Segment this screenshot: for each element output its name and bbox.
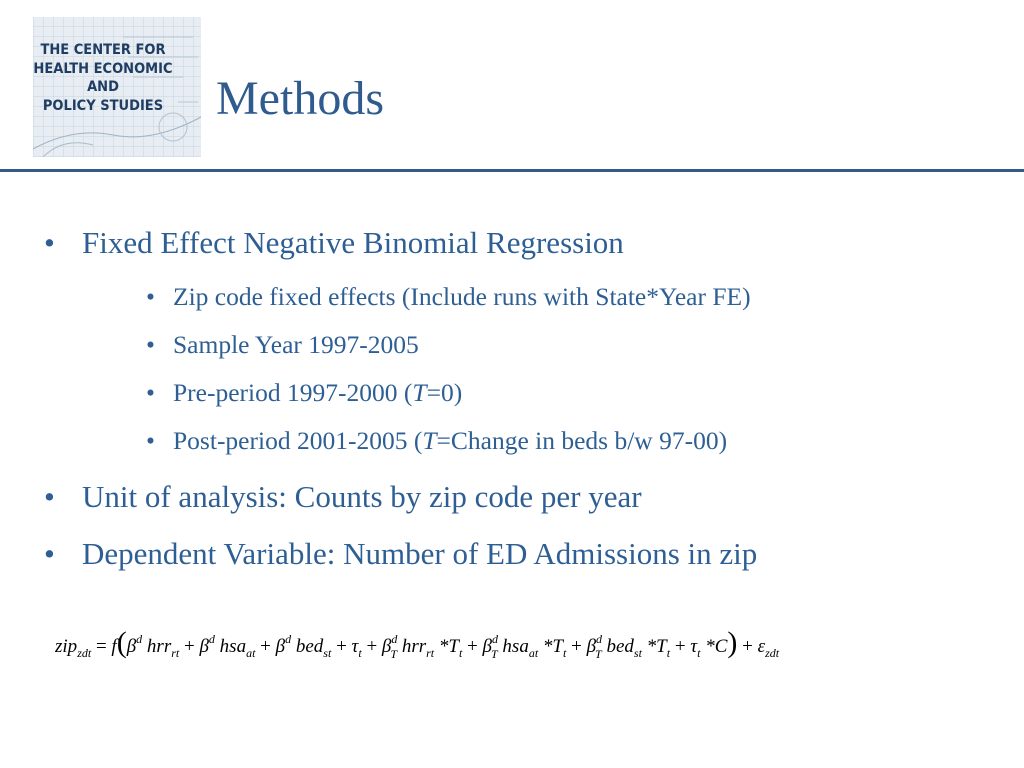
sub-bullet-italic: T xyxy=(422,426,437,455)
equation-subscript: T xyxy=(390,647,398,661)
equation-function: f xyxy=(111,636,117,657)
sub-bullet-text-end: =0) xyxy=(426,378,463,407)
equation-variable: hrr xyxy=(397,636,427,657)
equation-operator: + xyxy=(331,636,352,657)
equation-interaction: *T xyxy=(538,636,563,657)
sub-bullet-text: Sample Year 1997-2005 xyxy=(173,330,419,359)
sub-bullet-text: Post-period 2001-2005 ( xyxy=(173,426,423,455)
equation-subscript: st xyxy=(323,646,332,660)
bullet-text: Fixed Effect Negative Binomial Regression xyxy=(82,225,624,260)
equation-subscript: at xyxy=(246,646,256,660)
equation-subscript: T xyxy=(595,647,602,661)
bullet-item xyxy=(44,479,642,515)
bullet-dot: • xyxy=(146,282,155,311)
sub-bullet-text: Zip code fixed effects (Include runs with State*Year FE) xyxy=(173,282,751,311)
bullet-text: Dependent Variable: Number of ED Admissions in zip xyxy=(82,536,758,571)
bullet-dot: • xyxy=(146,426,155,455)
equation-subscript: t xyxy=(358,646,362,660)
equation-subscript: t xyxy=(666,646,671,660)
equation-subscript: t xyxy=(458,646,463,660)
bullet-text: Unit of analysis: Counts by zip code per year xyxy=(82,479,642,514)
equation-subscript: at xyxy=(528,646,539,660)
equation-subscript: st xyxy=(633,646,642,660)
logo-line-3: AND xyxy=(87,79,119,95)
equation-coefficient: β xyxy=(126,636,137,657)
equation-variable: bed xyxy=(291,636,324,657)
equation-equals: = xyxy=(91,636,112,657)
equation-subscript: t xyxy=(563,646,567,660)
equation-coefficient: τ xyxy=(690,636,698,657)
sub-bullet-item xyxy=(146,282,751,312)
sub-bullet-italic: T xyxy=(412,378,427,407)
bullet-dot: • xyxy=(44,479,55,514)
equation-variable: bed xyxy=(601,636,634,657)
equation-subscript: rt xyxy=(426,646,435,660)
equation-coefficient: β xyxy=(586,636,597,657)
logo-text xyxy=(33,41,173,115)
logo-line-1: THE CENTER FOR xyxy=(40,42,166,58)
sub-bullet-item xyxy=(146,330,419,360)
sub-bullet-text-end: =Change in beds b/w 97-00) xyxy=(436,426,728,455)
equation-operator: + xyxy=(462,636,483,657)
equation-superscript: d xyxy=(208,632,215,646)
equation-superscript: d xyxy=(391,632,398,646)
sub-bullet-item xyxy=(146,426,727,456)
sub-bullet-item xyxy=(146,378,462,408)
bullet-dot: • xyxy=(44,536,55,571)
sub-bullet-text: Pre-period 1997-2000 ( xyxy=(173,378,413,407)
equation-text xyxy=(55,626,780,661)
equation-error-term: ε xyxy=(757,636,766,657)
bullet-dot: • xyxy=(146,378,155,407)
bullet-dot: • xyxy=(44,225,55,260)
equation-subscript: zdt xyxy=(765,646,780,660)
equation-superscript: d xyxy=(285,632,292,646)
equation-operator: + xyxy=(737,636,758,657)
logo-line-4: POLICY STUDIES xyxy=(42,97,164,114)
bullet-item xyxy=(44,536,757,572)
bullet-item xyxy=(44,225,624,261)
equation-coefficient: β xyxy=(275,636,286,657)
equation-interaction: *T xyxy=(641,636,667,657)
equation-subscript: rt xyxy=(171,646,180,660)
equation-variable: hsa xyxy=(214,636,247,657)
equation-subscript: zdt xyxy=(77,646,92,660)
equation-subscript: t xyxy=(697,646,701,660)
equation-operator: + xyxy=(670,636,691,657)
slide-title: Methods xyxy=(216,72,384,125)
equation-operator: + xyxy=(566,636,587,657)
equation-coefficient: β xyxy=(199,636,209,657)
equation-variable: hrr xyxy=(142,636,172,657)
equation-paren-close: ) xyxy=(727,626,738,659)
equation-superscript: d xyxy=(136,632,143,646)
center-logo xyxy=(33,17,201,157)
equation-superscript: d xyxy=(491,632,498,646)
equation-superscript: d xyxy=(596,632,603,646)
equation-lhs: zip xyxy=(55,636,78,657)
equation-subscript: T xyxy=(490,647,498,661)
equation-operator: + xyxy=(179,636,200,657)
equation-coefficient: τ xyxy=(351,636,359,657)
title-divider xyxy=(0,169,1024,172)
regression-equation xyxy=(55,620,985,670)
equation-coefficient: β xyxy=(482,636,492,657)
equation-variable: hsa xyxy=(497,636,529,657)
logo-line-2: HEALTH ECONOMIC xyxy=(33,60,173,77)
equation-operator: + xyxy=(361,636,382,657)
bullet-dot: • xyxy=(146,330,155,359)
equation-operator: + xyxy=(255,636,276,657)
equation-paren-open: ( xyxy=(116,626,127,659)
equation-interaction: *T xyxy=(434,636,459,657)
equation-interaction: *C xyxy=(700,636,728,657)
equation-coefficient: β xyxy=(381,636,392,657)
